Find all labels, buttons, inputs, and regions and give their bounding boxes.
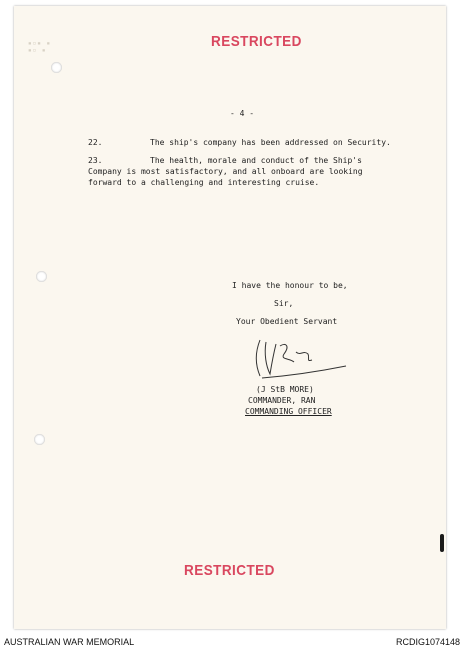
- edge-clip-mark: [440, 534, 444, 552]
- signature-name: (J StB MORE): [256, 385, 314, 394]
- page-number: - 4 -: [230, 109, 255, 118]
- paragraph-23-number: 23.: [88, 156, 103, 165]
- paragraph-22-number: 22.: [88, 138, 103, 147]
- handwritten-signature: [246, 332, 356, 384]
- footer-record-id: RCDIG1074148: [395, 637, 460, 647]
- restricted-stamp-bottom: RESTRICTED: [184, 562, 275, 579]
- restricted-stamp-top: RESTRICTED: [211, 33, 302, 50]
- closing-line-1: I have the honour to be,: [232, 281, 348, 290]
- document-page: [14, 6, 446, 629]
- signature-title: COMMANDING OFFICER: [245, 407, 332, 416]
- punch-hole-bottom: [34, 434, 45, 445]
- punch-hole-middle: [36, 271, 47, 282]
- closing-line-2: Sir,: [274, 299, 294, 308]
- footer-archive-name: AUSTRALIAN WAR MEMORIAL: [4, 637, 135, 647]
- faint-pencil-marks: ▪▫▪ ▪ ▪▫ ▪: [28, 40, 52, 54]
- paragraph-23-line-3: forward to a challenging and interesting cruise.: [88, 178, 320, 187]
- paragraph-23-line-2: Company is most satisfactory, and all onboard are looking: [88, 167, 363, 176]
- closing-line-3: Your Obedient Servant: [236, 317, 338, 326]
- signature-rank: COMMANDER, RAN: [248, 396, 316, 405]
- punch-hole-top: [51, 62, 62, 73]
- paragraph-22-line-1: The ship's company has been addressed on Security.: [150, 138, 391, 147]
- paragraph-23-line-1: The health, morale and conduct of the Ship's: [150, 156, 362, 165]
